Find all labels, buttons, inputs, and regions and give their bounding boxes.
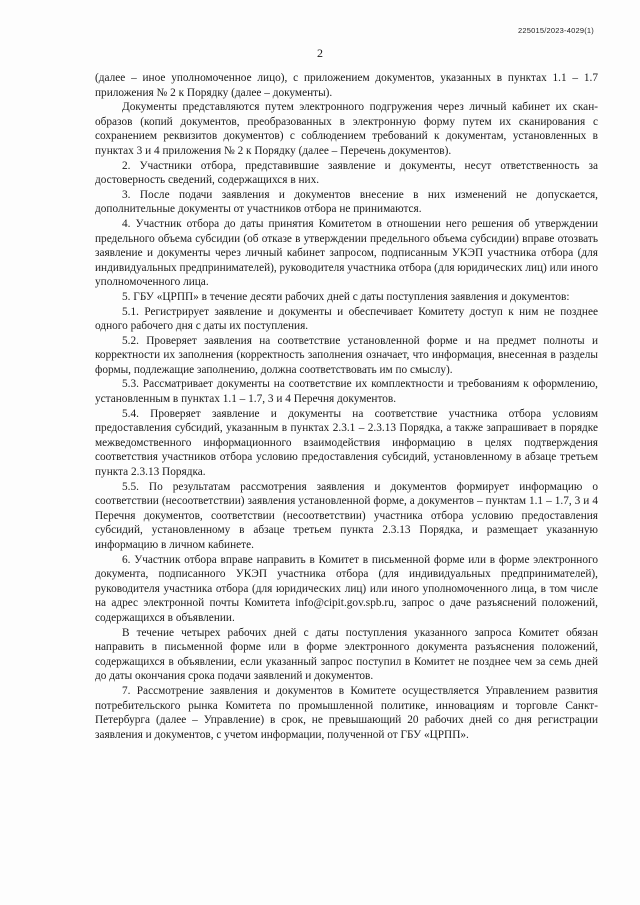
paragraph: 5.3. Рассматривает документы на соответствие их комплектности и требованиям к оформлению, установленным в пунктах 1.1 – 1.7, 3 и 4 Перечня документов.	[95, 378, 598, 406]
paragraph: 7. Рассмотрение заявления и документов в Комитете осуществляется Управлением развития потребительского рынка Комитета по промышленной политике, инновациям и торговле Санкт-Петербурга (далее – Управление) в срок, не превышающий 20 рабочих дней со дня регистрации заявления и документов, с учетом информации, полученной от ГБУ «ЦРПП».	[95, 684, 598, 741]
paragraph: 4. Участник отбора до даты принятия Комитетом в отношении него решения об утверждении предельного объема субсидии (об отказе в утверждении предельного объема субсидии) вправе отозвать заявление и документы через личный кабинет запросом, подписанным УКЭП участника отбора (для индивидуальных предпринимателей), руководителя участника отбора (для юридических лиц) или иного уполномоченного лица.	[95, 217, 598, 289]
document-id: 225015/2023-4029(1)	[518, 26, 594, 35]
paragraph: 5.2. Проверяет заявления на соответствие установленной форме и на предмет полноты и корректности их заполнения (корректность заполнения означает, что информация, внесенная в разделы формы, подлежащие заполнению, должна соответствовать им по смыслу).	[95, 334, 598, 376]
paragraph: Документы представляются путем электронного подгружения через личный кабинет их скан-образов (копий документов, преобразованных в электронную форму путем их сканирования с сохранением реквизитов документов) с соблюдением требований к документам, установленных в пунктах 3 и 4 приложения № 2 к Порядку (далее – Перечень документов).	[95, 101, 598, 157]
paragraph: 5.5. По результатам рассмотрения заявления и документов формирует информацию о соответствии (несоответствии) заявления установленной форме, а документов – пунктам 1.1 – 1.7, 3 и 4 Перечня документов, соответствии (несоответствии) участника отбора условию предоставления субсидий, установленному в абзаце третьем пункта 2.3.13 Порядка, и размещает указанную информацию в личном кабинете.	[95, 480, 598, 551]
paragraph: 3. После подачи заявления и документов внесение в них изменений не допускается, дополнительные документы от участников отбора не принимаются.	[95, 188, 598, 216]
document-body	[95, 71, 598, 742]
paragraph: 5.4. Проверяет заявление и документы на соответствие участника отбора условиям предоставления субсидий, указанным в пунктах 2.3.1 – 2.3.13 Порядка, а также запрашивает в порядке межведомственного информационного взаимодействия информацию в целях подтверждения соответствия участников отбора условию предоставления субсидий, установленному в абзаце третьем пункта 2.3.13 Порядка.	[95, 407, 598, 479]
paragraph: 6. Участник отбора вправе направить в Комитет в письменной форме или в форме электронного документа, подписанного УКЭП участника отбора (для индивидуальных предпринимателей), руководителя участника отбора (для юридических лиц) или иного уполномоченного лица, в том числе на адрес электронной почты Комитета info@cipit.gov.spb.ru, запрос о даче разъяснений положений, содержащихся в объявлении.	[95, 553, 598, 624]
paragraph: 5.1. Регистрирует заявление и документы и обеспечивает Комитету доступ к ним не позднее одного рабочего дня с даты их поступления.	[95, 305, 598, 333]
paragraph-continuation: (далее – иное уполномоченное лицо), с приложением документов, указанных в пунктах 1.1 – 1.7 приложения № 2 к Порядку (далее – документы).	[95, 72, 598, 99]
page-number: 2	[317, 46, 323, 60]
paragraph: 2. Участники отбора, представившие заявление и документы, несут ответственность за достоверность сведений, содержащихся в них.	[95, 159, 598, 187]
paragraph: В течение четырех рабочих дней с даты поступления указанного запроса Комитет обязан направить в письменной форме или в форме электронного документа разъяснения положений, содержащихся в объявлении, если указанный запрос поступил в Комитет не позднее чем за семь дней до даты окончания срока подачи заявлений и документов.	[95, 626, 598, 683]
paragraph: 5. ГБУ «ЦРПП» в течение десяти рабочих дней с даты поступления заявления и документов:	[122, 290, 570, 303]
